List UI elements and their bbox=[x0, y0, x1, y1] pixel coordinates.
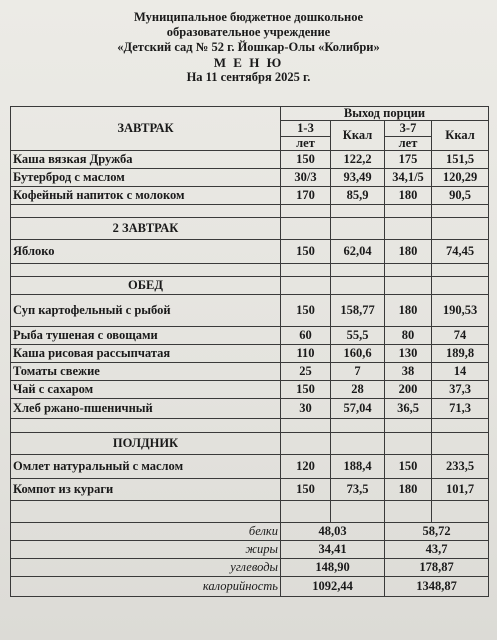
portion-3-7: 150 bbox=[385, 455, 432, 479]
table-row bbox=[11, 381, 489, 399]
portion-1-3: 120 bbox=[281, 455, 331, 479]
portion-3-7: 180 bbox=[385, 295, 432, 327]
spacer-row bbox=[11, 205, 489, 218]
portion-3-7: 180 bbox=[385, 240, 432, 264]
kcal-1-3: 55,5 bbox=[331, 327, 385, 345]
col-age-3-7-unit: лет bbox=[385, 137, 432, 151]
document-header bbox=[0, 10, 497, 85]
portion-3-7: 36,5 bbox=[385, 399, 432, 419]
total-value-3-7: 58,72 bbox=[385, 523, 489, 541]
portion-header: Выход порции bbox=[281, 107, 489, 121]
kcal-3-7: 101,7 bbox=[432, 479, 489, 501]
kcal-1-3: 7 bbox=[331, 363, 385, 381]
totals-row bbox=[11, 523, 489, 541]
portion-1-3: 150 bbox=[281, 240, 331, 264]
total-label: углеводы bbox=[11, 559, 281, 577]
total-value-1-3: 148,90 bbox=[281, 559, 385, 577]
table-row bbox=[11, 399, 489, 419]
table-row bbox=[11, 151, 489, 169]
portion-1-3: 150 bbox=[281, 151, 331, 169]
org-line-1: Муниципальное бюджетное дошкольное bbox=[134, 10, 363, 24]
portion-3-7: 130 bbox=[385, 345, 432, 363]
menu-title: М Е Н Ю bbox=[213, 55, 284, 70]
total-value-3-7: 43,7 bbox=[385, 541, 489, 559]
dish-name: Компот из кураги bbox=[11, 479, 281, 501]
col-age-1-3-unit: лет bbox=[281, 137, 331, 151]
table-row bbox=[11, 363, 489, 381]
portion-3-7: 200 bbox=[385, 381, 432, 399]
kcal-3-7: 71,3 bbox=[432, 399, 489, 419]
kcal-3-7: 120,29 bbox=[432, 169, 489, 187]
kcal-1-3: 122,2 bbox=[331, 151, 385, 169]
menu-table bbox=[10, 106, 489, 597]
kcal-1-3: 57,04 bbox=[331, 399, 385, 419]
dish-name: Томаты свежие bbox=[11, 363, 281, 381]
dish-name: Яблоко bbox=[11, 240, 281, 264]
table-row bbox=[11, 345, 489, 363]
spacer-row bbox=[11, 419, 489, 433]
portion-1-3: 60 bbox=[281, 327, 331, 345]
portion-3-7: 34,1/5 bbox=[385, 169, 432, 187]
kcal-3-7: 74,45 bbox=[432, 240, 489, 264]
org-line-2: образовательное учреждение bbox=[166, 25, 331, 39]
dish-name: Каша рисовая рассыпчатая bbox=[11, 345, 281, 363]
kcal-3-7: 14 bbox=[432, 363, 489, 381]
portion-3-7: 175 bbox=[385, 151, 432, 169]
dish-name: Чай с сахаром bbox=[11, 381, 281, 399]
table-row bbox=[11, 240, 489, 264]
kcal-3-7: 74 bbox=[432, 327, 489, 345]
col-age-1-3: 1-3 bbox=[281, 121, 331, 137]
kcal-1-3: 93,49 bbox=[331, 169, 385, 187]
spacer-row bbox=[11, 501, 489, 523]
total-value-1-3: 34,41 bbox=[281, 541, 385, 559]
kcal-3-7: 189,8 bbox=[432, 345, 489, 363]
dish-name: Бутерброд с маслом bbox=[11, 169, 281, 187]
portion-1-3: 150 bbox=[281, 381, 331, 399]
totals-row bbox=[11, 577, 489, 597]
section-title: 2 ЗАВТРАК bbox=[11, 218, 281, 240]
section-row bbox=[11, 277, 489, 295]
dish-name: Суп картофельный с рыбой bbox=[11, 295, 281, 327]
total-value-3-7: 1348,87 bbox=[385, 577, 489, 597]
dish-name: Рыба тушеная с овощами bbox=[11, 327, 281, 345]
portion-1-3: 170 bbox=[281, 187, 331, 205]
portion-3-7: 80 bbox=[385, 327, 432, 345]
totals-row bbox=[11, 541, 489, 559]
dish-name: Кофейный напиток с молоком bbox=[11, 187, 281, 205]
section-title: ОБЕД bbox=[11, 277, 281, 295]
col-kcal-1: Ккал bbox=[331, 121, 385, 151]
portion-1-3: 25 bbox=[281, 363, 331, 381]
section-row bbox=[11, 218, 489, 240]
kcal-3-7: 37,3 bbox=[432, 381, 489, 399]
table-row bbox=[11, 479, 489, 501]
kcal-1-3: 160,6 bbox=[331, 345, 385, 363]
spacer-row bbox=[11, 264, 489, 277]
section-title: ПОЛДНИК bbox=[11, 433, 281, 455]
col-age-3-7: 3-7 bbox=[385, 121, 432, 137]
total-value-1-3: 1092,44 bbox=[281, 577, 385, 597]
dish-name: Каша вязкая Дружба bbox=[11, 151, 281, 169]
section-title: ЗАВТРАК bbox=[11, 107, 281, 151]
table-row bbox=[11, 327, 489, 345]
menu-date: На 11 сентября 2025 г. bbox=[186, 70, 311, 84]
portion-1-3: 150 bbox=[281, 479, 331, 501]
dish-name: Омлет натуральный с маслом bbox=[11, 455, 281, 479]
table-row bbox=[11, 295, 489, 327]
portion-1-3: 30/3 bbox=[281, 169, 331, 187]
col-kcal-2: Ккал bbox=[432, 121, 489, 151]
kcal-1-3: 85,9 bbox=[331, 187, 385, 205]
kcal-1-3: 62,04 bbox=[331, 240, 385, 264]
totals-row bbox=[11, 559, 489, 577]
org-line-3: «Детский сад № 52 г. Йошкар-Олы «Колибри» bbox=[117, 40, 380, 54]
dish-name: Хлеб ржано-пшеничный bbox=[11, 399, 281, 419]
kcal-1-3: 28 bbox=[331, 381, 385, 399]
table-row bbox=[11, 169, 489, 187]
kcal-3-7: 151,5 bbox=[432, 151, 489, 169]
table-row bbox=[11, 455, 489, 479]
portion-3-7: 180 bbox=[385, 479, 432, 501]
portion-1-3: 30 bbox=[281, 399, 331, 419]
table-row bbox=[11, 187, 489, 205]
total-value-1-3: 48,03 bbox=[281, 523, 385, 541]
kcal-3-7: 190,53 bbox=[432, 295, 489, 327]
section-row bbox=[11, 433, 489, 455]
kcal-3-7: 90,5 bbox=[432, 187, 489, 205]
kcal-1-3: 158,77 bbox=[331, 295, 385, 327]
total-label: калорийность bbox=[11, 577, 281, 597]
portion-3-7: 180 bbox=[385, 187, 432, 205]
total-label: жиры bbox=[11, 541, 281, 559]
kcal-3-7: 233,5 bbox=[432, 455, 489, 479]
total-value-3-7: 178,87 bbox=[385, 559, 489, 577]
total-label: белки bbox=[11, 523, 281, 541]
kcal-1-3: 73,5 bbox=[331, 479, 385, 501]
portion-1-3: 110 bbox=[281, 345, 331, 363]
portion-1-3: 150 bbox=[281, 295, 331, 327]
portion-3-7: 38 bbox=[385, 363, 432, 381]
kcal-1-3: 188,4 bbox=[331, 455, 385, 479]
